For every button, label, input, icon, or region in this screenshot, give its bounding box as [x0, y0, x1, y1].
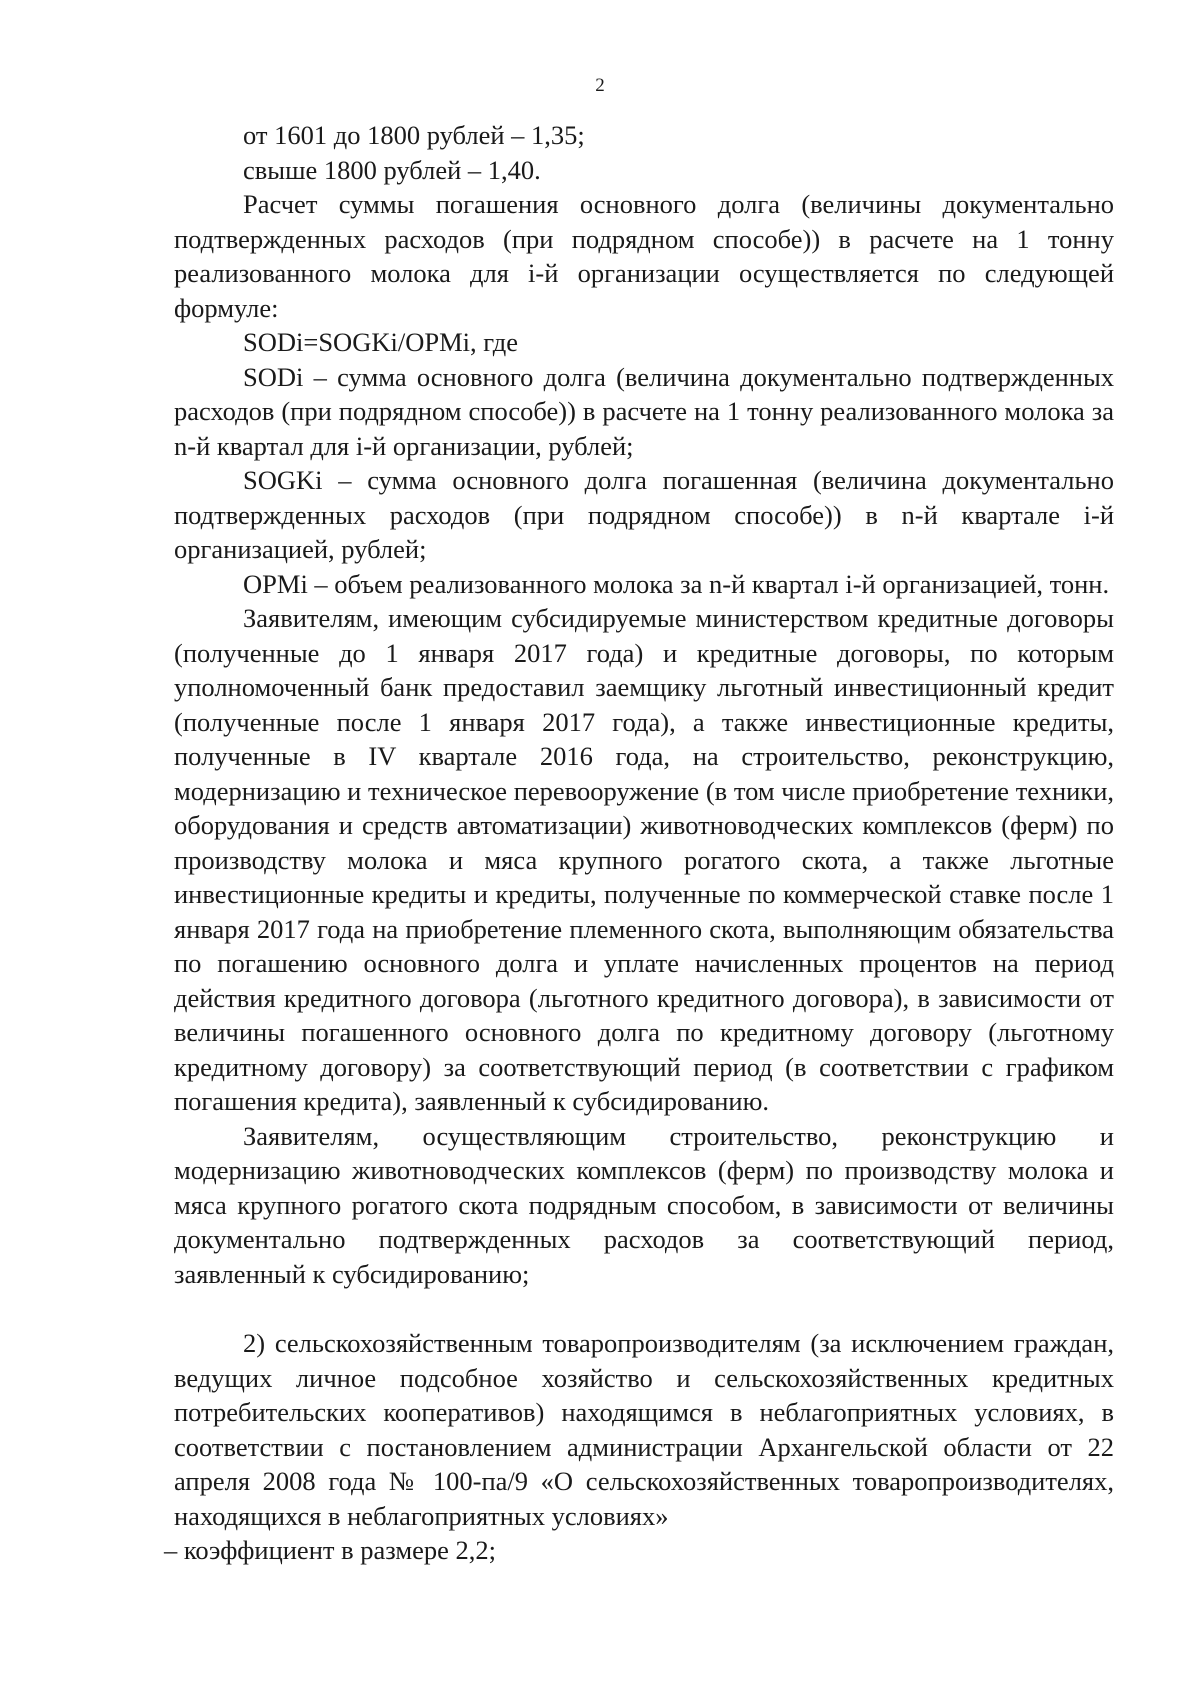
paragraph-applicants-credit: Заявителям, имеющим субсидируемые министерством кредитные договоры (полученные до 1 января 2017 года) и кредитные договоры, по которым уполномоченный банк предоставил заемщику льготный инвестиционный кредит (полученные после 1 января 2017 года), а также инвестиционные кредиты, полученные в IV квартале 2016 года, на строительство, реконструкцию, модернизацию и техническое перевооружение (в том числе приобретение техники, оборудования и средств автоматизации) животноводческих комплексов (ферм) по производству молока и мяса крупного рогатого скота, а также льготные инвестиционные кредиты и кредиты, полученные по коммерческой ставке после 1 января 2017 года на приобретение племенного скота, выполняющим обязательства по погашению основного долга и уплате начисленных процентов на период действия кредитного договора (льготного кредитного договора), в зависимости от величины погашенного основного долга по кредитному договору (льготному кредитному договору) за соответствующий период (в соответствии с графиком погашения кредита), заявленный к субсидированию.	[174, 603, 1114, 1116]
paragraph-applicants-contract: Заявителям, осуществляющим строительство, реконструкцию и модернизацию животноводческих комплексов (ферм) по производству молока и мяса крупного рогатого скота подрядным способом, в зависимости от величины документально подтвержденных расходов за соответствующий период, заявленный к субсидированию;	[174, 1120, 1114, 1289]
paragraph-rate-over-1800: свыше 1800 рублей – 1,40.	[243, 154, 541, 185]
paragraph-sodi-definition: SODi – сумма основного долга (величина документально подтвержденных расходов (при подрядном способе)) в расчете на 1 тонну реализованного молока за n-й квартал для i-й организации, рублей;	[174, 361, 1114, 461]
paragraph-item-2: 2) сельскохозяйственным товаропроизводителям (за исключением граждан, ведущих личное подсобное хозяйство и сельскохозяйственных кредитных потребительских кооперативов) находящимся в неблагоприятных условиях, в соответствии с постановлением администрации Архангельской области от 22 апреля 2008 года № 100-па/9 «О сельскохозяйственных товаропроизводителях, находящихся в неблагоприятных условиях»	[174, 1328, 1114, 1531]
closing-coefficient-line: – коэффициент в размере 2,2;	[164, 1535, 496, 1565]
document-body	[164, 118, 1114, 1568]
paragraph-calculation-intro: Расчет суммы погашения основного долга (величины документально подтвержденных расходов (при подрядном способе)) в расчете на 1 тонну реализованного молока для i-й организации осуществляется по следующей формуле:	[174, 189, 1114, 323]
paragraph-rate-1601-1800: от 1601 до 1800 рублей – 1,35;	[243, 120, 585, 150]
page-number: 2	[595, 75, 605, 96]
paragraph-opmi-definition: OPMi – объем реализованного молока за n-й квартал i-й организацией, тонн.	[243, 568, 1110, 599]
paragraph-sogki-definition: SOGKi – сумма основного долга погашенная (величина документально подтвержденных расходов (при подрядном способе)) в n-й квартале i-й организацией, рублей;	[174, 465, 1114, 564]
paragraph-formula: SODi=SOGKi/OPMi, где	[243, 327, 519, 357]
